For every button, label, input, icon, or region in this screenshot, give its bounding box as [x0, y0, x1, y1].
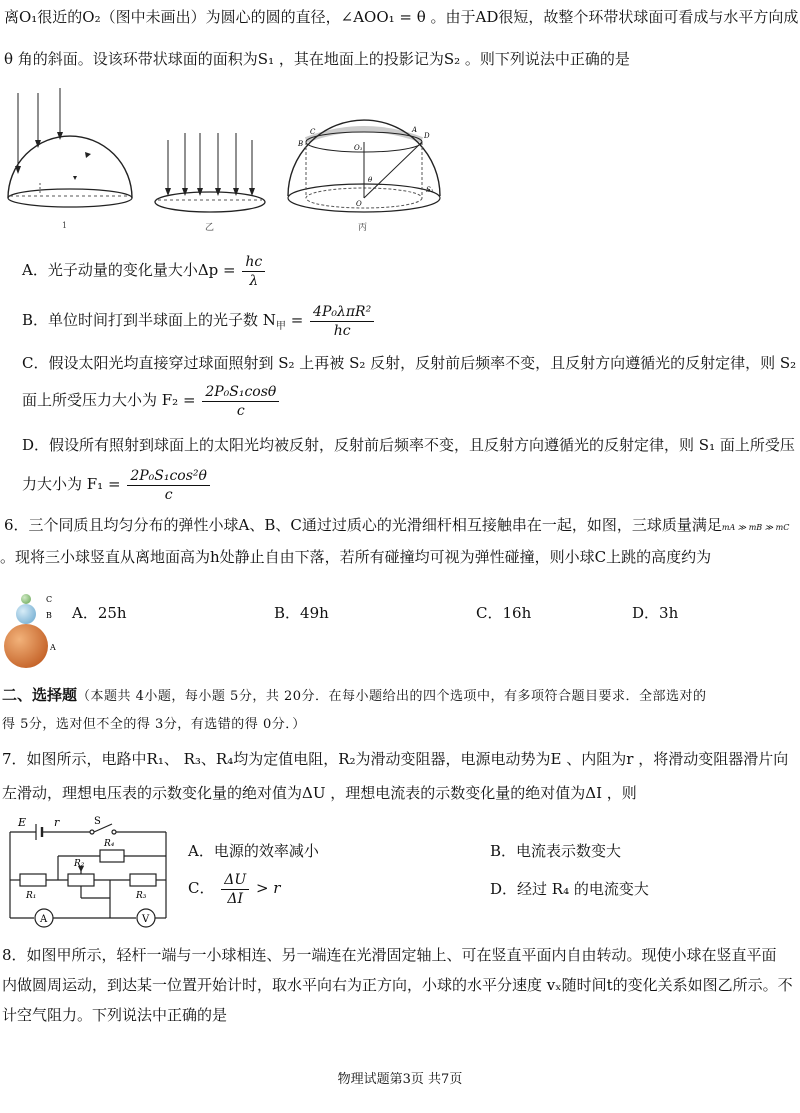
ammeter-label: A — [40, 914, 48, 925]
q5-option-b-sub: 甲 — [275, 321, 286, 332]
q5-option-d-fraction — [127, 467, 210, 504]
ball-b — [16, 604, 36, 624]
ball-label-c: C — [46, 595, 53, 604]
figure-3-label: 丙 — [358, 223, 368, 233]
fig3-letter-o1: O₁ — [354, 144, 363, 152]
q5-option-b — [22, 302, 800, 345]
page-footer: 物理试题第3页 共7页 — [337, 1072, 463, 1087]
q6-option-d: D．3h — [632, 604, 679, 622]
ball-c — [21, 594, 31, 604]
q8-line-1: 8．如图甲所示，轻杆一端与一小球相连、另一端连在光滑固定轴上、可在竖直平面内自由转动。现使小球在竖直平面 — [2, 946, 777, 964]
section-2-title: 二、选择题 — [2, 686, 78, 704]
circuit-label-r1: R₁ — [26, 891, 37, 901]
circuit-label-r2: R₂ — [74, 859, 85, 869]
ball-a — [4, 624, 48, 668]
fig3-letter-theta: θ — [368, 176, 373, 184]
sunlight-hemisphere-figures — [0, 88, 450, 233]
q5-option-d-text: 力大小为 F₁ = — [22, 475, 121, 493]
q5-option-b-eq: = — [285, 311, 304, 329]
q5-option-d-line-2 — [22, 466, 800, 504]
q7-option-c-prefix: C． — [188, 879, 215, 897]
q7-option-d: D．经过 R₄ 的电流变大 — [490, 880, 649, 898]
ball-label-b: B — [46, 611, 52, 620]
fig3-letter-a: A — [412, 126, 418, 134]
circuit-label-r3: R₃ — [136, 891, 147, 901]
ball-label-a: A — [50, 643, 56, 652]
q5-option-d-num: 2P₀S₁cos²θ — [127, 467, 210, 486]
q6-line-1 — [4, 514, 800, 539]
q7-option-b: B．电流表示数变大 — [490, 842, 622, 860]
intro-line-1: 离O₁很近的O₂（图中未画出）为圆心的圆的直径，∠AOO₁ = θ 。由于AD很短，故整个环带状球面可看成与水平方向成 — [4, 8, 799, 26]
q7-line-2: 左滑动，理想电压表的示数变化量的绝对值为ΔU ，理想电流表的示数变化量的绝对值为ΔI ，则 — [2, 784, 637, 802]
q8-line-2: 内做圆周运动，到达某一位置开始计时，取水平向右为正方向，小球的水平分速度 vₓ随时间t的变化关系如图乙所示。不 — [2, 976, 793, 994]
q7-option-c-suffix: > r — [255, 879, 281, 897]
figure-3-band — [288, 120, 440, 233]
q5-option-c-fraction — [202, 383, 279, 420]
figure-1-label: 1 — [62, 221, 68, 230]
q7-option-c-den: ΔI — [227, 890, 244, 907]
figure-2-disc — [155, 133, 265, 233]
q6-option-a: A．25h — [72, 604, 127, 622]
q6-option-b: B．49h — [274, 604, 329, 622]
section-2-line-1 — [2, 684, 800, 708]
circuit-label-s: S — [94, 816, 101, 827]
q5-option-a-text: A．光子动量的变化量大小Δp = — [22, 261, 236, 279]
q7-line-1: 7．如图所示，电路中R₁、 R₃、R₄均为定值电阻，R₂为滑动变阻器，电源电动势为E 、内阻为r ，将滑动变阻器滑片向 — [2, 750, 789, 768]
voltmeter-label: V — [142, 914, 150, 925]
three-balls-figure — [2, 588, 62, 672]
q5-option-a — [22, 252, 800, 290]
q6-line-2: 。现将三小球竖直从离地面高为h处静止自由下落，若所有碰撞均可视为弹性碰撞，则小球C上跳的高度约为 — [0, 548, 712, 566]
circuit-label-r4: R₄ — [104, 839, 115, 849]
q5-option-c-text: 面上所受压力大小为 F₂ = — [22, 391, 196, 409]
figure-1-hemisphere — [8, 88, 132, 230]
fig3-letter-o: O — [356, 200, 362, 208]
fig3-letter-c: C — [310, 128, 316, 136]
q5-option-d-den: c — [164, 486, 173, 503]
q5-option-b-fraction — [310, 303, 374, 340]
q5-option-b-num: 4P₀λπR² — [310, 303, 374, 322]
q6-option-c: C．16h — [476, 604, 532, 622]
circuit-label-r: r — [54, 816, 60, 829]
q5-option-d-line-1: D．假设所有照射到球面上的太阳光均被反射，反射前后频率不变，且反射方向遵循光的反射定律，则 S₁ 面上所受压 — [22, 436, 795, 454]
circuit-diagram — [2, 814, 174, 934]
q5-option-b-text: B．单位时间打到半球面上的光子数 N — [22, 311, 276, 329]
q5-option-b-den: hc — [333, 322, 351, 339]
figure-2-label: 乙 — [205, 223, 215, 233]
section-2-desc-2: 得 5分，选对但不全的得 3分，有选错的得 0分．） — [2, 717, 306, 732]
q7-option-c-num: ΔU — [221, 871, 249, 890]
fig3-letter-b: B — [298, 140, 304, 148]
q5-option-c-den: c — [236, 402, 245, 419]
circuit-label-e: E — [18, 816, 27, 829]
q7-option-a: A．电源的效率减小 — [188, 842, 319, 860]
q5-option-c-line-1: C．假设太阳光均直接穿过球面照射到 S₂ 上再被 S₂ 反射，反射前后频率不变，且反射方向遵循光的反射定律，则 S₂ — [22, 354, 797, 372]
q5-option-c-num: 2P₀S₁cosθ — [202, 383, 279, 402]
q7-option-c — [188, 870, 280, 908]
q8-line-3: 计空气阻力。下列说法中正确的是 — [2, 1006, 228, 1024]
q5-option-a-fraction — [242, 253, 265, 290]
fig3-letter-s: S₁ — [426, 186, 434, 194]
intro-line-2: θ 角的斜面。设该环带状球面的面积为S₁ ，其在地面上的投影记为S₂ 。则下列说法中正确的是 — [4, 50, 630, 68]
q6-line-1-text: 6．三个同质且均匀分布的弹性小球A、B、C通过过质心的光滑细杆相互接触串在一起，如图，三球质量满足 — [4, 516, 722, 534]
section-2-desc-1: （本题共 4小题，每小题 5分，共 20分．在每小题给出的四个选项中，有多项符合题目要求．全部选对的 — [77, 689, 707, 704]
q5-option-a-num: hc — [242, 253, 265, 272]
fig3-letter-d: D — [424, 132, 430, 140]
q7-option-c-fraction — [221, 871, 249, 908]
q5-option-a-den: λ — [249, 272, 259, 289]
q5-option-c-line-2 — [22, 382, 800, 420]
q6-mass-relation: mA ≫ mB ≫ mC — [721, 523, 790, 532]
